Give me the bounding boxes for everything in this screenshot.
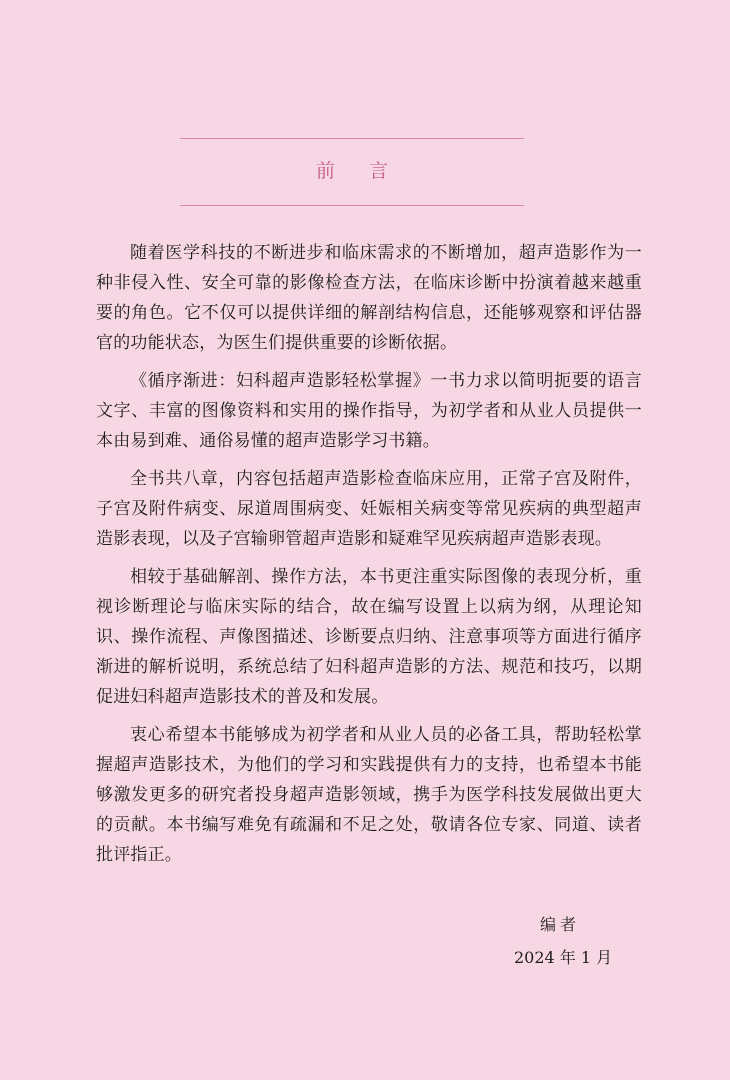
- paragraph: 衷心希望本书能够成为初学者和从业人员的必备工具，帮助轻松掌握超声造影技术，为他们的学习和实践提供有力的支持，也希望本书能够激发更多的研究者投身超声造影领域，携手为医学科技发展做出更大的贡献。本书编写难免有疏漏和不足之处，敬请各位专家、同道、读者批评指正。: [96, 725, 642, 865]
- paragraph: 全书共八章，内容包括超声造影检查临床应用，正常子宫及附件，子宫及附件病变、尿道周围病变、妊娠相关病变等常见疾病的典型超声造影表现，以及子宫输卵管超声造影和疑难罕见疾病超声造影表现。: [96, 469, 642, 549]
- preface-body: [96, 238, 642, 878]
- signature-date: 2024 年 1 月: [514, 948, 613, 967]
- author-signature: 编者: [540, 915, 581, 934]
- paragraph: 《循序渐进：妇科超声造影轻松掌握》一书力求以简明扼要的语言文字、丰富的图像资料和实用的操作指导，为初学者和从业人员提供一本由易到难、通俗易懂的超声造影学习书籍。: [96, 371, 642, 451]
- paragraph: 随着医学科技的不断进步和临床需求的不断增加，超声造影作为一种非侵入性、安全可靠的影像检查方法，在临床诊断中扮演着越来越重要的角色。它不仅可以提供详细的解剖结构信息，还能够观察和评估器官的功能状态，为医生们提供重要的诊断依据。: [96, 243, 642, 353]
- paragraph: 相较于基础解剖、操作方法，本书更注重实际图像的表现分析，重视诊断理论与临床实际的结合，故在编写设置上以病为纲，从理论知识、操作流程、声像图描述、诊断要点归纳、注意事项等方面进行循序渐进的解析说明，系统总结了妇科超声造影的方法、规范和技巧，以期促进妇科超声造影技术的普及和发展。: [96, 567, 642, 707]
- title-bottom-rule: [180, 205, 524, 206]
- title-top-rule: [180, 138, 524, 139]
- page-title: 前 言: [315, 160, 403, 182]
